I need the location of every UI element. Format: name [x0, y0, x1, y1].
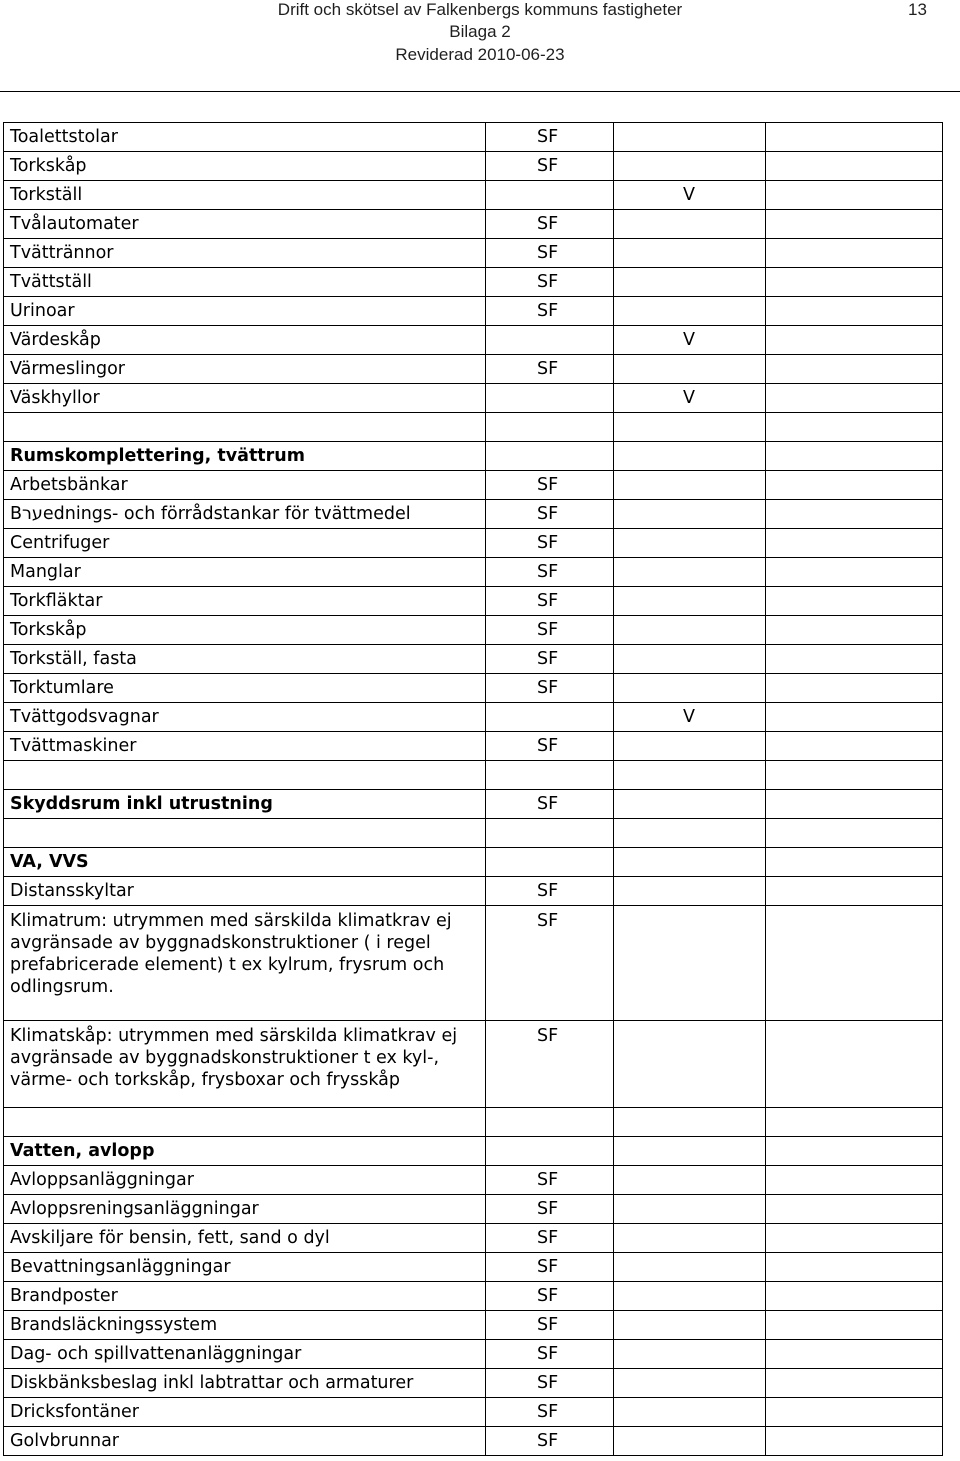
responsibility-cell: SF: [486, 587, 614, 616]
document-subtitle: Bilaga 2: [449, 22, 511, 41]
responsibility-cell: [486, 848, 614, 877]
table-row: [4, 616, 943, 645]
table-row: [4, 1021, 943, 1108]
table-row: [4, 500, 943, 529]
responsibility-cell: [766, 761, 943, 790]
responsibility-cell: SF: [486, 558, 614, 587]
table-row: [4, 355, 943, 384]
responsibility-cell: [614, 210, 766, 239]
item-label-cell: Dag- och spillvattenanläggningar: [4, 1340, 486, 1369]
responsibility-cell: [766, 152, 943, 181]
responsibility-cell: SF: [486, 790, 614, 819]
item-label-cell: VA, VVS: [4, 848, 486, 877]
item-label-cell: Torkställ, fasta: [4, 645, 486, 674]
responsibility-cell: [766, 1195, 943, 1224]
responsibility-cell: [766, 210, 943, 239]
responsibility-cell: [766, 384, 943, 413]
responsibility-cell: SF: [486, 1021, 614, 1108]
responsibility-cell: [614, 442, 766, 471]
responsibility-cell: [614, 1427, 766, 1456]
responsibility-cell: [766, 1224, 943, 1253]
table-row: [4, 558, 943, 587]
item-label-cell: Bevattningsanläggningar: [4, 1253, 486, 1282]
responsibility-cell: SF: [486, 645, 614, 674]
table-row: [4, 1166, 943, 1195]
responsibility-cell: [766, 819, 943, 848]
responsibility-cell: SF: [486, 1369, 614, 1398]
responsibility-cell: [614, 500, 766, 529]
item-label-cell: Klimatrum: utrymmen med särskilda klimatkrav ej avgränsade av byggnadskonstruktioner ( i regel prefabricerade element) t ex kylrum, frysrum och odlingsrum.: [4, 906, 486, 1021]
table-row: [4, 1369, 943, 1398]
responsibility-cell: [766, 848, 943, 877]
responsibility-cell: SF: [486, 1340, 614, 1369]
table-row: [4, 906, 943, 1021]
item-label-cell: Distansskyltar: [4, 877, 486, 906]
item-label-cell: [4, 1108, 486, 1137]
responsibility-cell: SF: [486, 906, 614, 1021]
responsibility-cell: [614, 1253, 766, 1282]
responsibility-cell: SF: [486, 1398, 614, 1427]
responsibility-cell: SF: [486, 297, 614, 326]
responsibility-cell: [766, 239, 943, 268]
responsibility-cell: [486, 819, 614, 848]
responsibility-cell: [766, 355, 943, 384]
table-row: [4, 413, 943, 442]
responsibility-cell: SF: [486, 500, 614, 529]
responsibility-cell: V: [614, 181, 766, 210]
item-label-cell: Torkfläktar: [4, 587, 486, 616]
table-row: [4, 877, 943, 906]
table-row: [4, 1427, 943, 1456]
responsibility-cell: [486, 1108, 614, 1137]
table-row: [4, 268, 943, 297]
responsibility-cell: SF: [486, 239, 614, 268]
table-row: [4, 1108, 943, 1137]
responsibility-cell: [766, 1253, 943, 1282]
table-row: [4, 384, 943, 413]
table-row: [4, 732, 943, 761]
responsibility-cell: [614, 616, 766, 645]
responsibility-cell: SF: [486, 616, 614, 645]
responsibility-cell: SF: [486, 471, 614, 500]
responsibility-cell: [766, 587, 943, 616]
responsibility-cell: [766, 674, 943, 703]
responsibility-cell: [766, 1166, 943, 1195]
responsibility-cell: SF: [486, 1253, 614, 1282]
responsibility-cell: [766, 268, 943, 297]
table-row: [4, 1224, 943, 1253]
item-label-cell: Centrifuger: [4, 529, 486, 558]
responsibility-cell: SF: [486, 1224, 614, 1253]
responsibility-cell: [766, 1427, 943, 1456]
responsibility-cell: [614, 674, 766, 703]
responsibility-cell: [766, 529, 943, 558]
responsibility-cell: [766, 1282, 943, 1311]
responsibility-cell: [614, 413, 766, 442]
responsibility-cell: SF: [486, 1166, 614, 1195]
header-rule: [0, 91, 960, 92]
responsibility-cell: [614, 471, 766, 500]
responsibility-cell: [614, 558, 766, 587]
table-row: [4, 181, 943, 210]
responsibility-cell: [614, 761, 766, 790]
table-row: [4, 239, 943, 268]
responsibility-cell: SF: [486, 268, 614, 297]
responsibility-cell: SF: [486, 152, 614, 181]
responsibility-cell: [614, 1282, 766, 1311]
responsibility-cell: [486, 442, 614, 471]
table-row: [4, 1311, 943, 1340]
item-label-cell: Urinoar: [4, 297, 486, 326]
responsibility-cell: SF: [486, 674, 614, 703]
item-label-cell: Manglar: [4, 558, 486, 587]
responsibility-cell: [614, 819, 766, 848]
table-row: [4, 123, 943, 152]
responsibility-cell: [766, 181, 943, 210]
revision-date: Reviderad 2010-06-23: [395, 45, 565, 64]
responsibility-cell: [486, 413, 614, 442]
responsibility-cell: [766, 877, 943, 906]
item-label-cell: Tvättrännor: [4, 239, 486, 268]
responsibility-cell: [614, 848, 766, 877]
item-label-cell: Golvbrunnar: [4, 1427, 486, 1456]
table-row: [4, 790, 943, 819]
responsibility-cell: SF: [486, 877, 614, 906]
responsibility-cell: [766, 1311, 943, 1340]
responsibility-cell: [614, 587, 766, 616]
responsibility-cell: [486, 703, 614, 732]
responsibility-cell: SF: [486, 355, 614, 384]
page-number: 13: [908, 0, 927, 19]
table-body: [4, 123, 943, 1456]
responsibility-cell: [614, 297, 766, 326]
item-label-cell: Torkställ: [4, 181, 486, 210]
table-row: [4, 819, 943, 848]
responsibility-cell: SF: [486, 123, 614, 152]
item-label-cell: Tvålautomater: [4, 210, 486, 239]
table-row: [4, 1398, 943, 1427]
item-label-cell: Brandposter: [4, 1282, 486, 1311]
responsibility-cell: SF: [486, 1427, 614, 1456]
item-label-cell: Arbetsbänkar: [4, 471, 486, 500]
responsibility-cell: [614, 732, 766, 761]
item-label-cell: Bערednings- och förrådstankar för tvättmedel: [4, 500, 486, 529]
responsibility-cell: [614, 1340, 766, 1369]
responsibility-cell: [766, 1108, 943, 1137]
responsibility-cell: [614, 1137, 766, 1166]
item-label-cell: Diskbänksbeslag inkl labtrattar och armaturer: [4, 1369, 486, 1398]
responsibility-cell: [766, 442, 943, 471]
responsibility-table: [3, 122, 943, 1456]
item-label-cell: Torktumlare: [4, 674, 486, 703]
responsibility-cell: [614, 1224, 766, 1253]
item-label-cell: Toalettstolar: [4, 123, 486, 152]
responsibility-cell: [614, 645, 766, 674]
item-label-cell: [4, 413, 486, 442]
responsibility-cell: [614, 1369, 766, 1398]
item-label-cell: Dricksfontäner: [4, 1398, 486, 1427]
responsibility-cell: [766, 500, 943, 529]
item-label-cell: [4, 761, 486, 790]
responsibility-cell: [766, 732, 943, 761]
responsibility-cell: [486, 181, 614, 210]
item-label-cell: Torkskåp: [4, 616, 486, 645]
responsibility-cell: [614, 268, 766, 297]
responsibility-cell: [766, 1340, 943, 1369]
responsibility-cell: [614, 529, 766, 558]
responsibility-cell: SF: [486, 529, 614, 558]
responsibility-cell: [614, 123, 766, 152]
responsibility-cell: [614, 1166, 766, 1195]
responsibility-cell: SF: [486, 732, 614, 761]
responsibility-cell: SF: [486, 210, 614, 239]
table-row: [4, 210, 943, 239]
item-label-cell: Värmeslingor: [4, 355, 486, 384]
responsibility-cell: [766, 471, 943, 500]
responsibility-cell: [766, 413, 943, 442]
responsibility-cell: [614, 906, 766, 1021]
item-label-cell: Värdeskåp: [4, 326, 486, 355]
responsibility-cell: V: [614, 326, 766, 355]
item-label-cell: Tvättgodsvagnar: [4, 703, 486, 732]
item-label-cell: [4, 819, 486, 848]
item-label-cell: Klimatskåp: utrymmen med särskilda klimatkrav ej avgränsade av byggnadskonstruktioner t ex kyl-, värme- och torkskåp, frysboxar och frysskåp: [4, 1021, 486, 1108]
page-header: [0, 0, 960, 92]
item-label-cell: Tvättmaskiner: [4, 732, 486, 761]
responsibility-cell: [766, 1021, 943, 1108]
responsibility-cell: [766, 297, 943, 326]
item-label-cell: Tvättställ: [4, 268, 486, 297]
responsibility-cell: [614, 1398, 766, 1427]
responsibility-cell: [614, 790, 766, 819]
responsibility-cell: V: [614, 703, 766, 732]
responsibility-cell: [766, 558, 943, 587]
responsibility-cell: SF: [486, 1311, 614, 1340]
responsibility-cell: SF: [486, 1282, 614, 1311]
item-label-cell: Torkskåp: [4, 152, 486, 181]
responsibility-cell: [766, 790, 943, 819]
table-row: [4, 1253, 943, 1282]
table-row: [4, 529, 943, 558]
responsibility-cell: [766, 906, 943, 1021]
table-row: [4, 674, 943, 703]
table-row: [4, 442, 943, 471]
item-label-cell: Brandsläckningssystem: [4, 1311, 486, 1340]
table-row: [4, 1137, 943, 1166]
responsibility-cell: [766, 1137, 943, 1166]
table-row: [4, 297, 943, 326]
table-row: [4, 848, 943, 877]
responsibility-cell: [614, 1195, 766, 1224]
responsibility-cell: [614, 152, 766, 181]
item-label-cell: Vatten, avlopp: [4, 1137, 486, 1166]
responsibility-cell: SF: [486, 1195, 614, 1224]
item-label-cell: Avloppsreningsanläggningar: [4, 1195, 486, 1224]
responsibility-cell: [766, 645, 943, 674]
item-label-cell: Väskhyllor: [4, 384, 486, 413]
table-row: [4, 645, 943, 674]
responsibility-cell: [766, 616, 943, 645]
responsibility-cell: [486, 326, 614, 355]
item-label-cell: Skyddsrum inkl utrustning: [4, 790, 486, 819]
responsibility-cell: [766, 703, 943, 732]
responsibility-cell: [614, 1021, 766, 1108]
responsibility-cell: [614, 877, 766, 906]
responsibility-cell: [766, 1369, 943, 1398]
table-row: [4, 152, 943, 181]
table-row: [4, 471, 943, 500]
item-label-cell: Avloppsanläggningar: [4, 1166, 486, 1195]
responsibility-cell: [614, 1311, 766, 1340]
responsibility-cell: [614, 239, 766, 268]
table-row: [4, 1282, 943, 1311]
responsibility-cell: V: [614, 384, 766, 413]
item-label-cell: Avskiljare för bensin, fett, sand o dyl: [4, 1224, 486, 1253]
responsibility-cell: [486, 761, 614, 790]
table-row: [4, 1340, 943, 1369]
table-row: [4, 703, 943, 732]
responsibility-cell: [614, 355, 766, 384]
responsibility-cell: [766, 326, 943, 355]
table-row: [4, 761, 943, 790]
item-label-cell: Rumskomplettering, tvättrum: [4, 442, 486, 471]
responsibility-cell: [766, 123, 943, 152]
responsibility-cell: [486, 384, 614, 413]
responsibility-cell: [614, 1108, 766, 1137]
responsibility-cell: [486, 1137, 614, 1166]
table-row: [4, 326, 943, 355]
responsibility-cell: [766, 1398, 943, 1427]
table-row: [4, 587, 943, 616]
document-title: Drift och skötsel av Falkenbergs kommuns fastigheter: [277, 0, 683, 19]
table-row: [4, 1195, 943, 1224]
